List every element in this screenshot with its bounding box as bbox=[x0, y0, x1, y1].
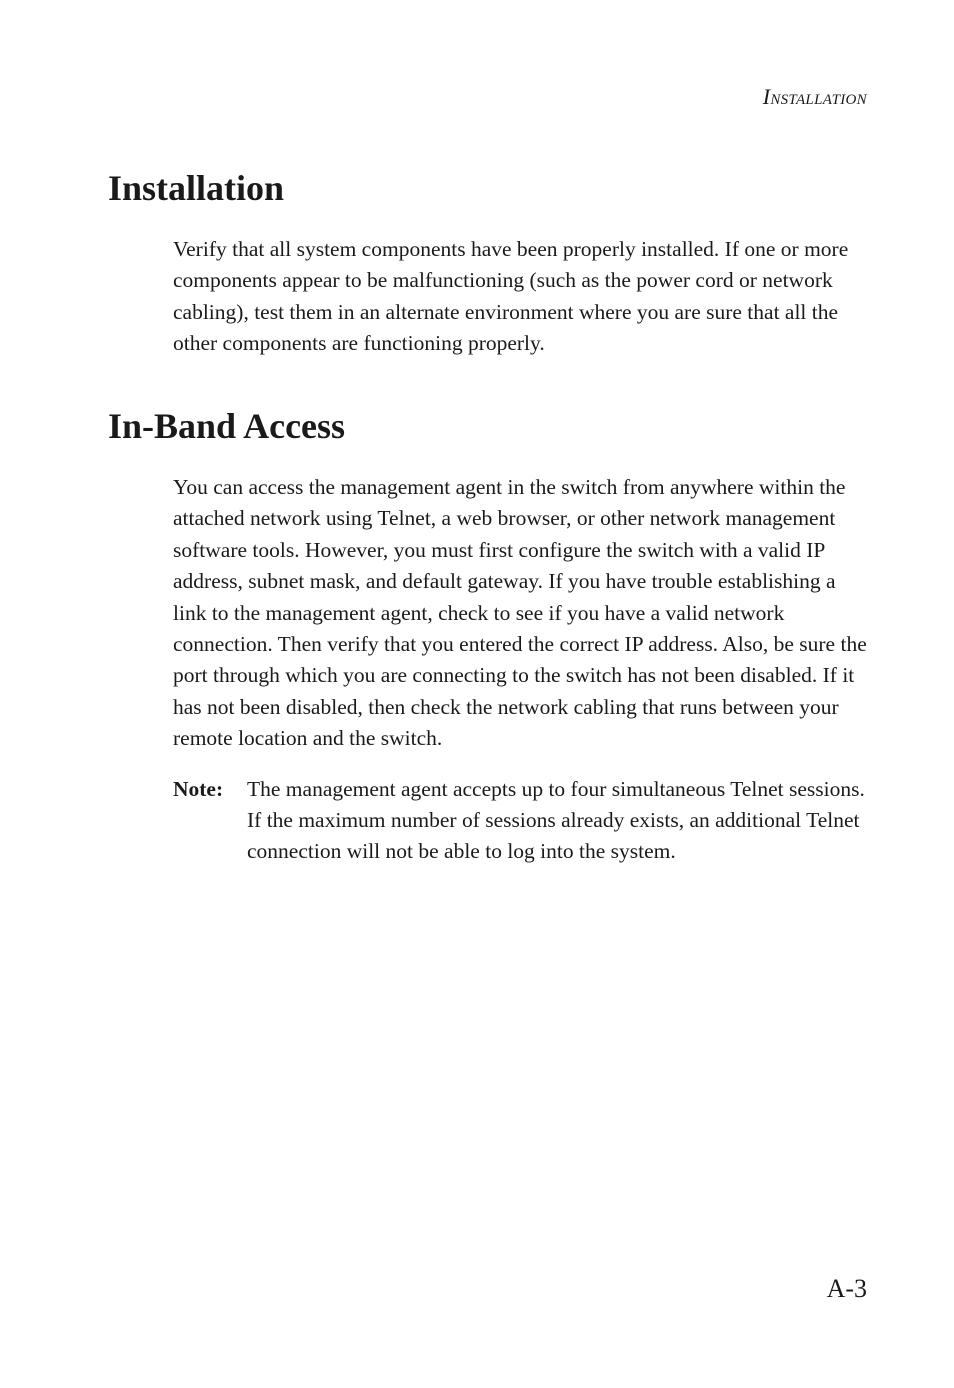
note-label: Note: bbox=[173, 776, 224, 801]
section-paragraph: You can access the management agent in the switch from anywhere within the attached network using Telnet, a web browser, or other network management software tools. However, you must first configure the switch with a valid IP address, subnet mask, and default gateway. If you have trouble establishing a link to the management agent, check to see if you have a valid network connection. Then verify that you entered the correct IP address. Also, be sure the port through which you are connecting to the switch has not been disabled. If it has not been disabled, then check the network cabling that runs between your remote location and the switch. bbox=[173, 475, 867, 751]
running-header: Installation bbox=[762, 84, 867, 109]
note-block bbox=[173, 774, 868, 868]
note-text: The management agent accepts up to four simultaneous Telnet sessions. If the maximum number of sessions already exists, an additional Telnet connection will not be able to log into the system. bbox=[247, 776, 865, 864]
section-title: Installation bbox=[108, 168, 285, 208]
page-number: A-3 bbox=[826, 1274, 867, 1303]
section-paragraph: Verify that all system components have been properly installed. If one or more components appear to be malfunctioning (such as the power cord or network cabling), test them in an alternate environment where you are sure that all the other components are functioning properly. bbox=[173, 237, 849, 356]
section-installation bbox=[108, 168, 868, 360]
section-in-band-access bbox=[108, 406, 868, 868]
section-title: In-Band Access bbox=[108, 406, 346, 446]
